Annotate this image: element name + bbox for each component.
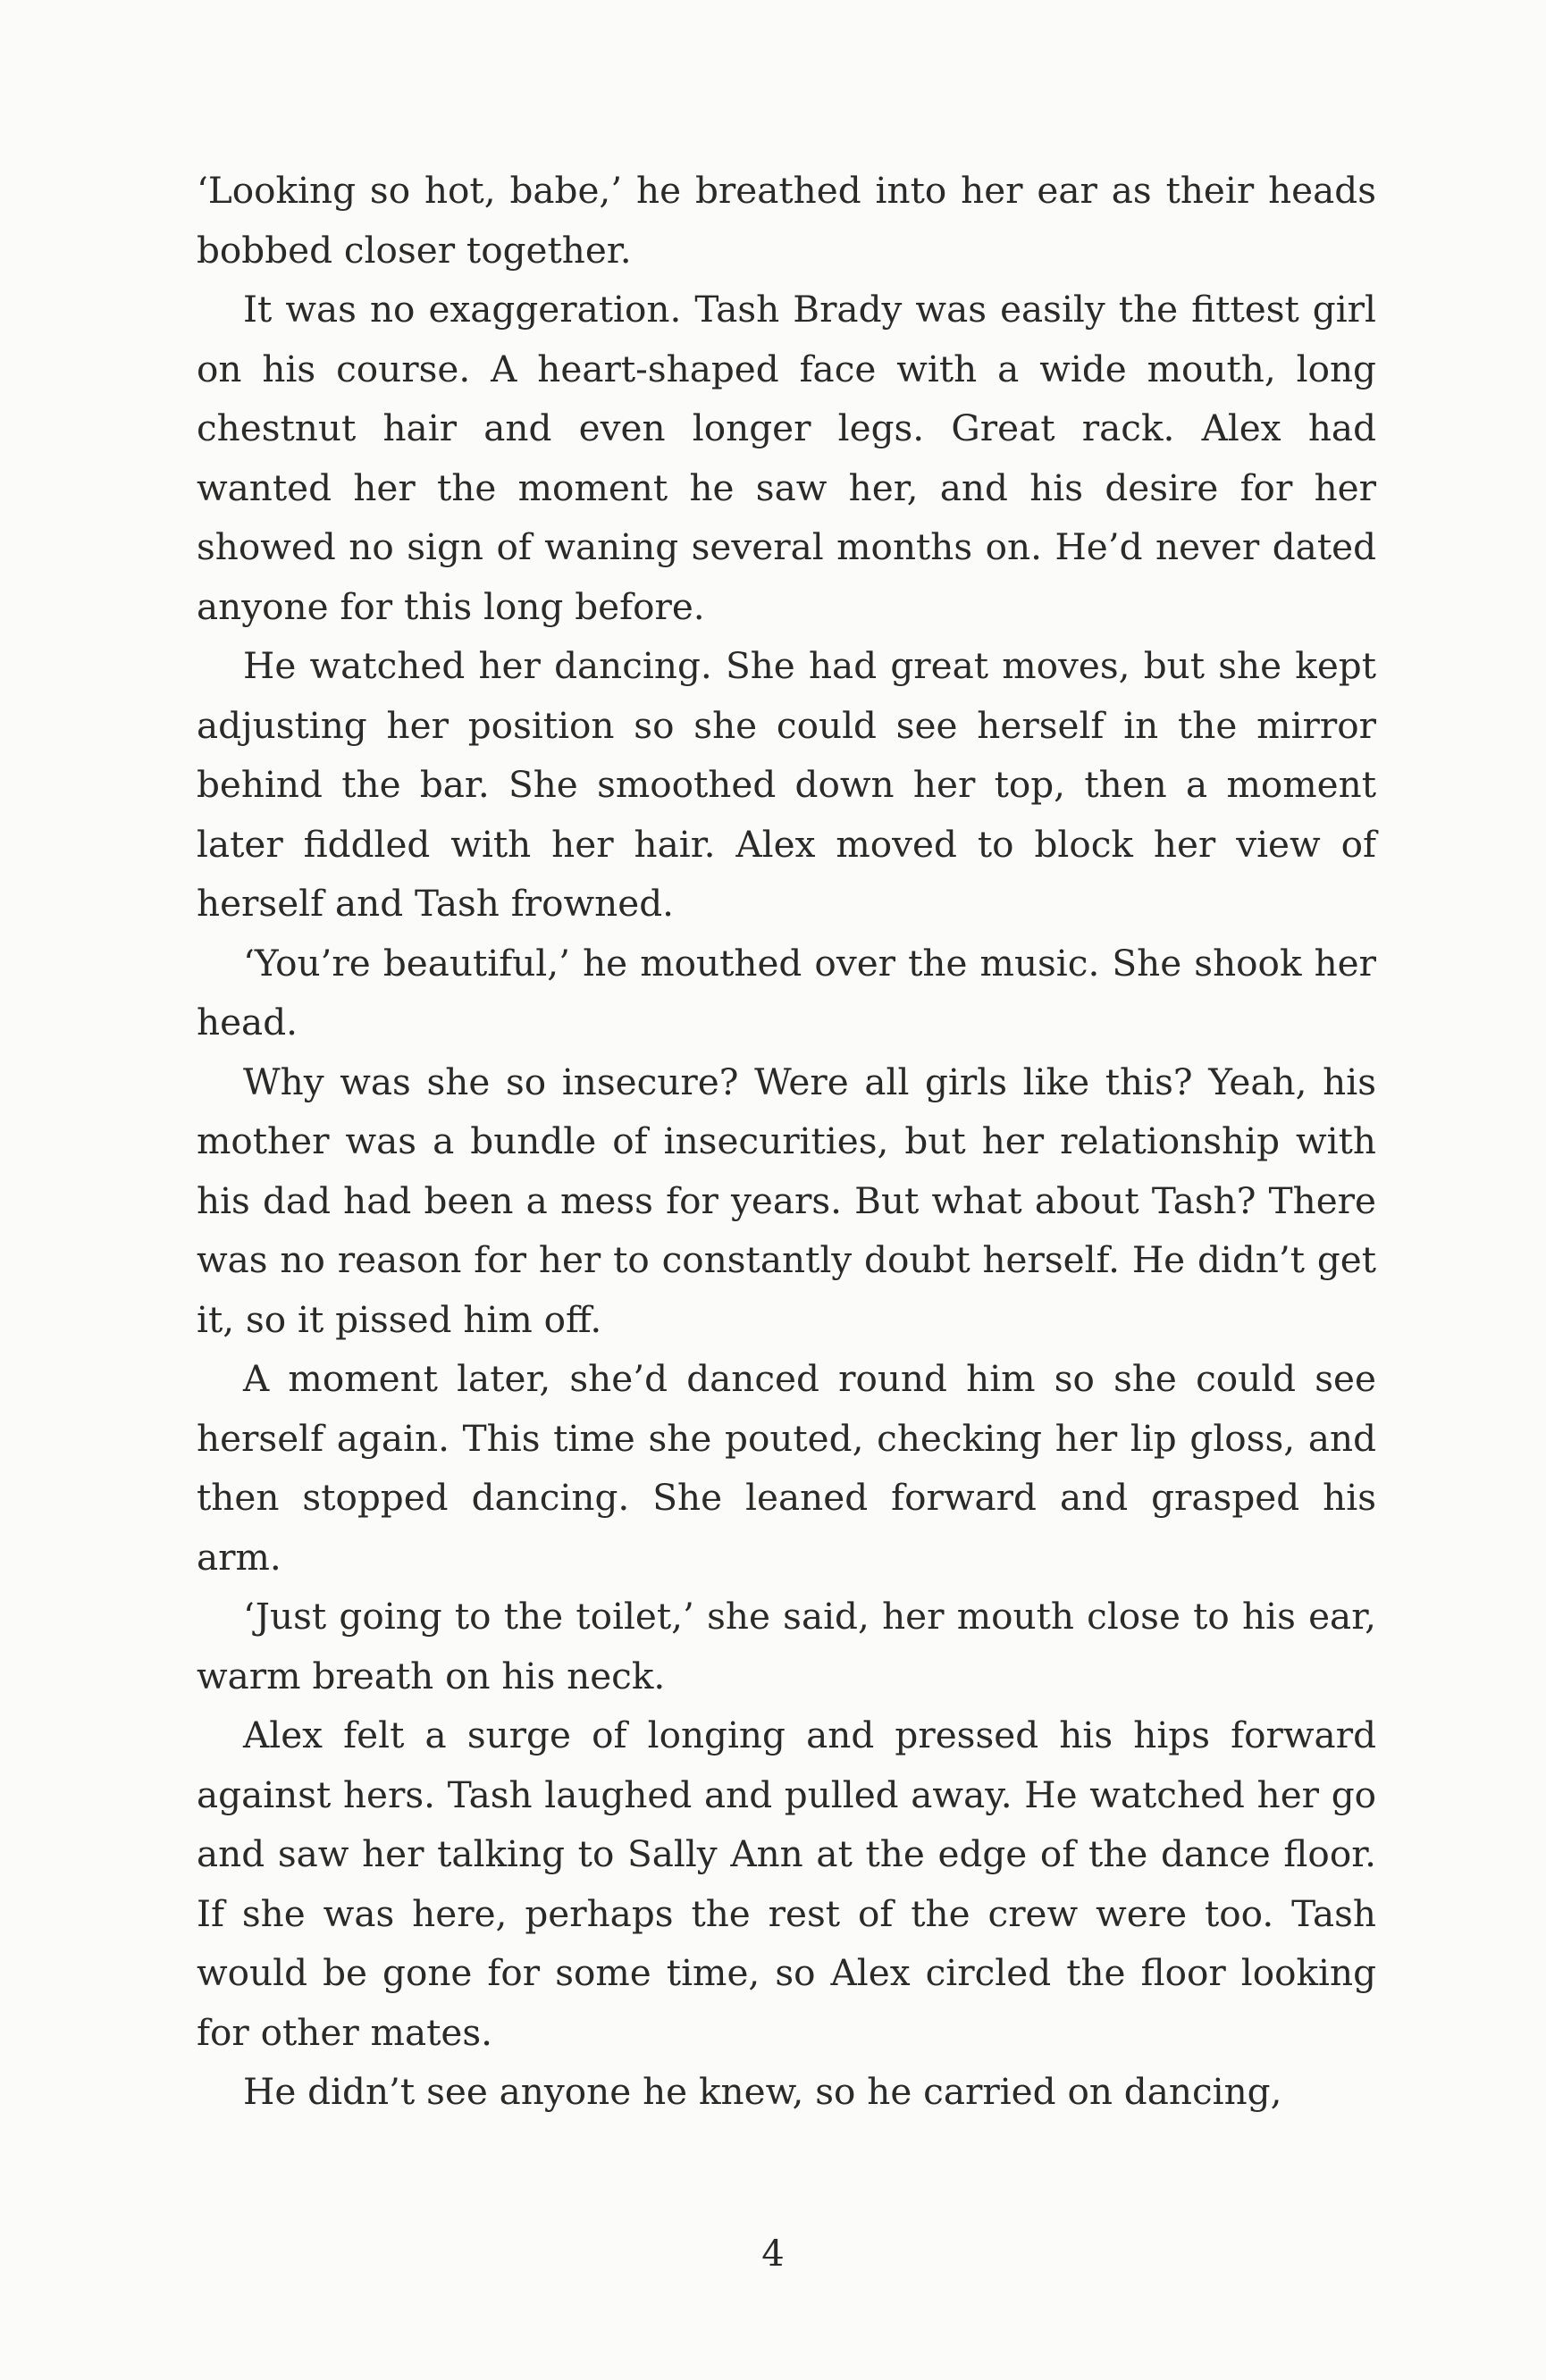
paragraph-4: ‘You’re beautiful,’ he mouthed over the music. She shook her head. bbox=[197, 941, 1376, 1043]
paragraph-5: Why was she so insecure? Were all girls like this? Yeah, his mother was a bundle of insecurities, but her relationship with his dad had been a mess for years. But what about Tash? There was no reason for her to constantly doubt herself. He didn’t get it, so it pissed him off. bbox=[197, 1060, 1376, 1341]
paragraph-3: He watched her dancing. She had great moves, but she kept adjusting her position so she could see herself in the mirror behind the bar. She smoothed down her top, then a moment later fiddled with her hair. Alex moved to block her view of herself and Tash frowned. bbox=[197, 644, 1376, 925]
body-text bbox=[197, 161, 1376, 2122]
paragraph-1: ‘Looking so hot, babe,’ he breathed into her ear as their heads bobbed closer together. bbox=[197, 169, 1376, 272]
page-number: 4 bbox=[761, 2233, 785, 2275]
paragraph-9: He didn’t see anyone he knew, so he carried on dancing, bbox=[243, 2070, 1282, 2113]
paragraph-6: A moment later, she’d danced round him so she could see herself again. This time she pouted, checking her lip gloss, and then stopped dancing. She leaned forward and grasped his arm. bbox=[197, 1357, 1376, 1579]
paragraph-2: It was no exaggeration. Tash Brady was easily the fittest girl on his course. A heart-shaped face with a wide mouth, long chestnut hair and even longer legs. Great rack. Alex had wanted her the moment he saw her, and his desire for her showed no sign of waning several months on. He’d never dated anyone for this long before. bbox=[197, 288, 1376, 628]
paragraph-8: Alex felt a surge of longing and pressed his hips forward against hers. Tash laughed and pulled away. He watched her go and saw her talking to Sally Ann at the edge of the dance floor. If she was here, perhaps the rest of the crew were too. Tash would be gone for some time, so Alex circled the floor looking for other mates. bbox=[197, 1714, 1376, 2054]
paragraph-7: ‘Just going to the toilet,’ she said, her mouth close to his ear, warm breath on his neck. bbox=[197, 1595, 1376, 1697]
